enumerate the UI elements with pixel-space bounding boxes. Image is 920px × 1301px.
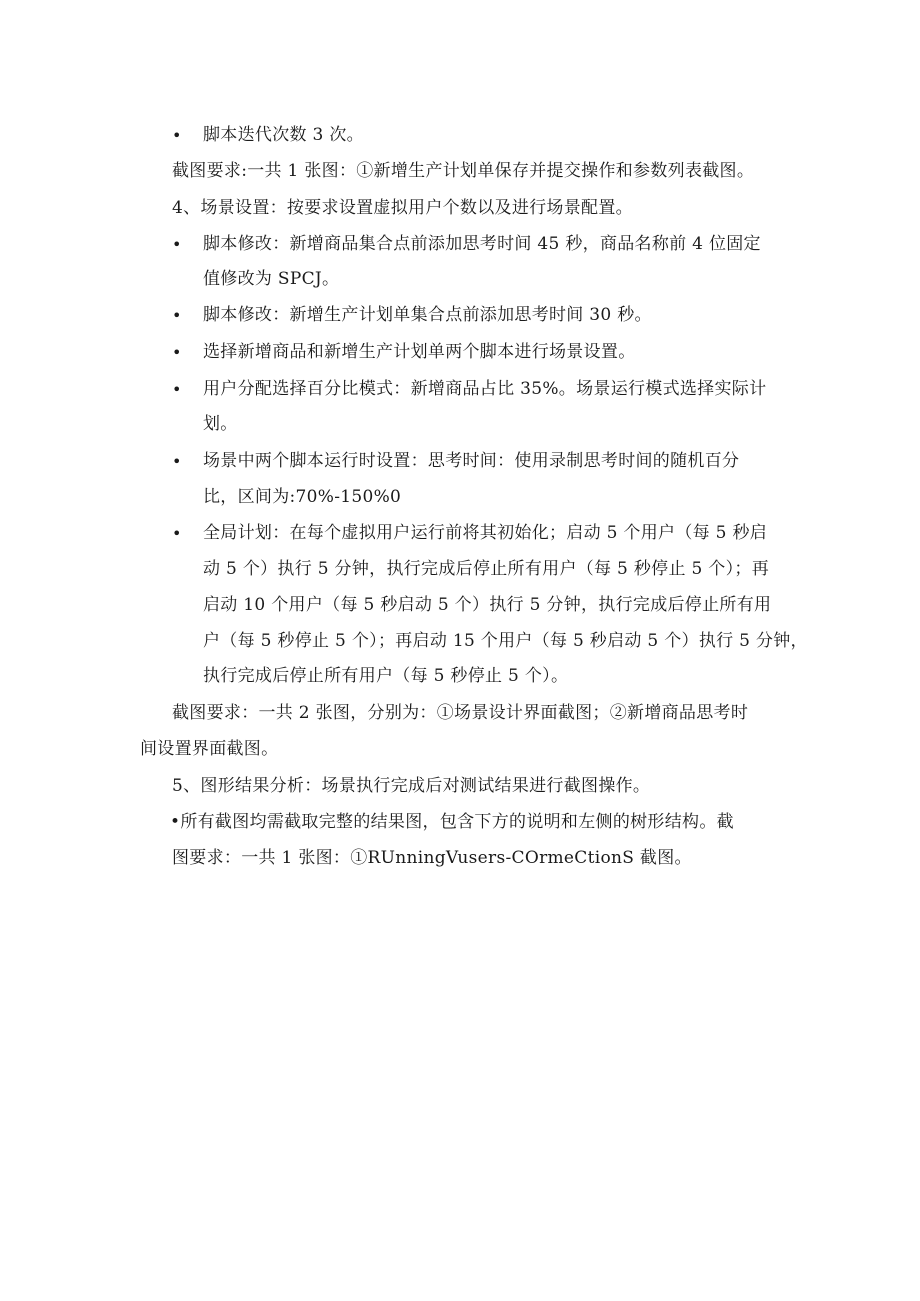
bullet-item-global-schedule-line5: 执行完成后停止所有用户（每 5 秒停止 5 个）。 (203, 666, 569, 686)
bullet-marker: • (172, 306, 182, 325)
bullet-item-global-schedule-line2: 动 5 个）执行 5 分钟，执行完成后停止所有用户（每 5 秒停止 5 个）；再 (203, 559, 769, 579)
bullet-marker: • (172, 126, 182, 145)
screenshot-requirement-2-line2: 间设置界面截图。 (140, 739, 279, 759)
note-line1: •所有截图均需截取完整的结果图，包含下方的说明和左侧的树形结构。截 (170, 812, 734, 832)
bullet-item-global-schedule-line4: 户（每 5 秒停止 5 个）；再启动 15 个用户（每 5 秒启动 5 个）执行 5 分钟， (203, 631, 808, 651)
bullet-marker: • (172, 452, 182, 471)
bullet-item-script-goods-line2: 值修改为 SPCJ。 (203, 269, 340, 289)
bullet-item-script-goods-line1: 脚本修改：新增商品集合点前添加思考时间 45 秒，商品名称前 4 位固定 (203, 234, 761, 254)
bullet-marker: • (172, 380, 182, 399)
bullet-marker: • (172, 524, 182, 543)
bullet-item-global-schedule-line3: 启动 10 个用户（每 5 秒启动 5 个）执行 5 分钟，执行完成后停止所有用 (203, 595, 772, 615)
screenshot-requirement-2-line1: 截图要求：一共 2 张图，分别为：①场景设计界面截图；②新增商品思考时 (172, 703, 749, 723)
bullet-marker: • (172, 235, 182, 254)
note-line2: 图要求：一共 1 张图：①RUnningVusers-COrmeCtionS 截图。 (172, 848, 692, 868)
bullet-item-global-schedule-line1: 全局计划：在每个虚拟用户运行前将其初始化；启动 5 个用户（每 5 秒启 (203, 523, 768, 543)
bullet-item-user-allocation-line1: 用户分配选择百分比模式：新增商品占比 35%。场景运行模式选择实际计 (203, 379, 767, 399)
bullet-item-script-plan: 脚本修改：新增生产计划单集合点前添加思考时间 30 秒。 (203, 305, 652, 325)
section-5-heading: 5、图形结果分析：场景执行完成后对测试结果进行截图操作。 (172, 776, 651, 796)
bullet-item-runtime-settings-line2: 比，区间为:70%-150%0 (203, 487, 402, 507)
bullet-item-select-scripts: 选择新增商品和新增生产计划单两个脚本进行场景设置。 (203, 342, 636, 362)
section-4-heading: 4、场景设置：按要求设置虚拟用户个数以及进行场景配置。 (172, 198, 633, 218)
screenshot-requirement-1: 截图要求:一共 1 张图：①新增生产计划单保存并提交操作和参数列表截图。 (172, 161, 755, 181)
bullet-item-user-allocation-line2: 划。 (203, 414, 238, 434)
bullet-marker: • (172, 343, 182, 362)
bullet-item-runtime-settings-line1: 场景中两个脚本运行时设置：思考时间：使用录制思考时间的随机百分 (203, 451, 740, 471)
bullet-item-iterations: 脚本迭代次数 3 次。 (203, 125, 364, 145)
